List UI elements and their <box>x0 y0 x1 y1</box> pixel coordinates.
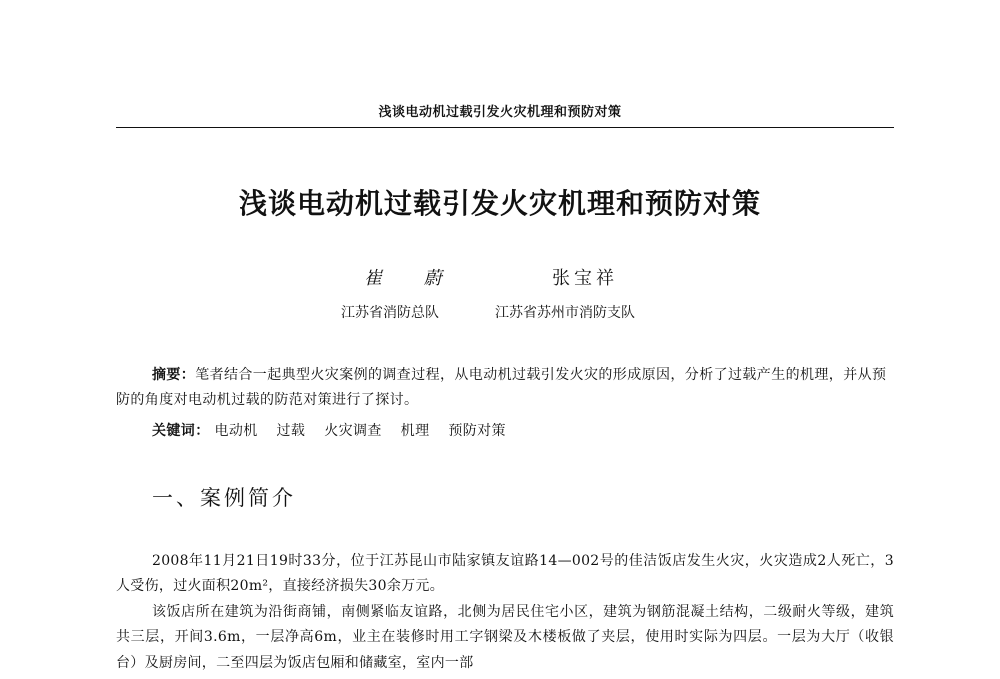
paragraph: 该饭店所在建筑为沿街商铺，南侧紧临友谊路，北侧为居民住宅小区，建筑为钢筋混凝土结构，二级耐火等级，建筑共三层，开间3.6m，一层净高6m，业主在装修时用工字钢梁及木楼板做了夹层，使用时实际为四层。一层为大厅（收银台）及厨房间，二至四层为饭店包厢和储藏室，室内一部 <box>116 603 894 671</box>
keyword: 火灾调查 <box>324 423 382 439</box>
section-body <box>116 549 894 676</box>
running-header: 浅谈电动机过载引发火灾机理和预防对策 <box>378 105 622 120</box>
keywords-label: 关键词： <box>152 423 210 439</box>
author-affiliation-1: 江苏省消防总队 <box>341 305 439 321</box>
keyword: 过载 <box>276 423 306 439</box>
keywords <box>152 420 520 442</box>
paper-title: 浅谈电动机过载引发火灾机理和预防对策 <box>238 187 761 220</box>
section-heading: 一、案例简介 <box>152 486 296 510</box>
author-name-1: 崔 蔚 <box>364 268 460 289</box>
abstract-label: 摘要： <box>152 367 196 383</box>
header-rule <box>116 127 894 128</box>
abstract <box>116 363 894 413</box>
abstract-text: 笔者结合一起典型火灾案例的调查过程，从电动机过载引发火灾的形成原因，分析了过载产生的机理，并从预防的角度对电动机过载的防范对策进行了探讨。 <box>116 367 887 408</box>
keyword: 电动机 <box>214 423 258 439</box>
author-name-2: 张宝祥 <box>552 268 618 289</box>
keyword: 机理 <box>400 423 430 439</box>
paragraph: 2008年11月21日19时33分，位于江苏昆山市陆家镇友谊路14—002号的佳洁饭店发生火灾，火灾造成2人死亡，3人受伤，过火面积20m²，直接经济损失30余万元。 <box>116 553 894 595</box>
author-affiliation-2: 江苏省苏州市消防支队 <box>495 305 635 321</box>
keyword: 预防对策 <box>448 423 506 439</box>
